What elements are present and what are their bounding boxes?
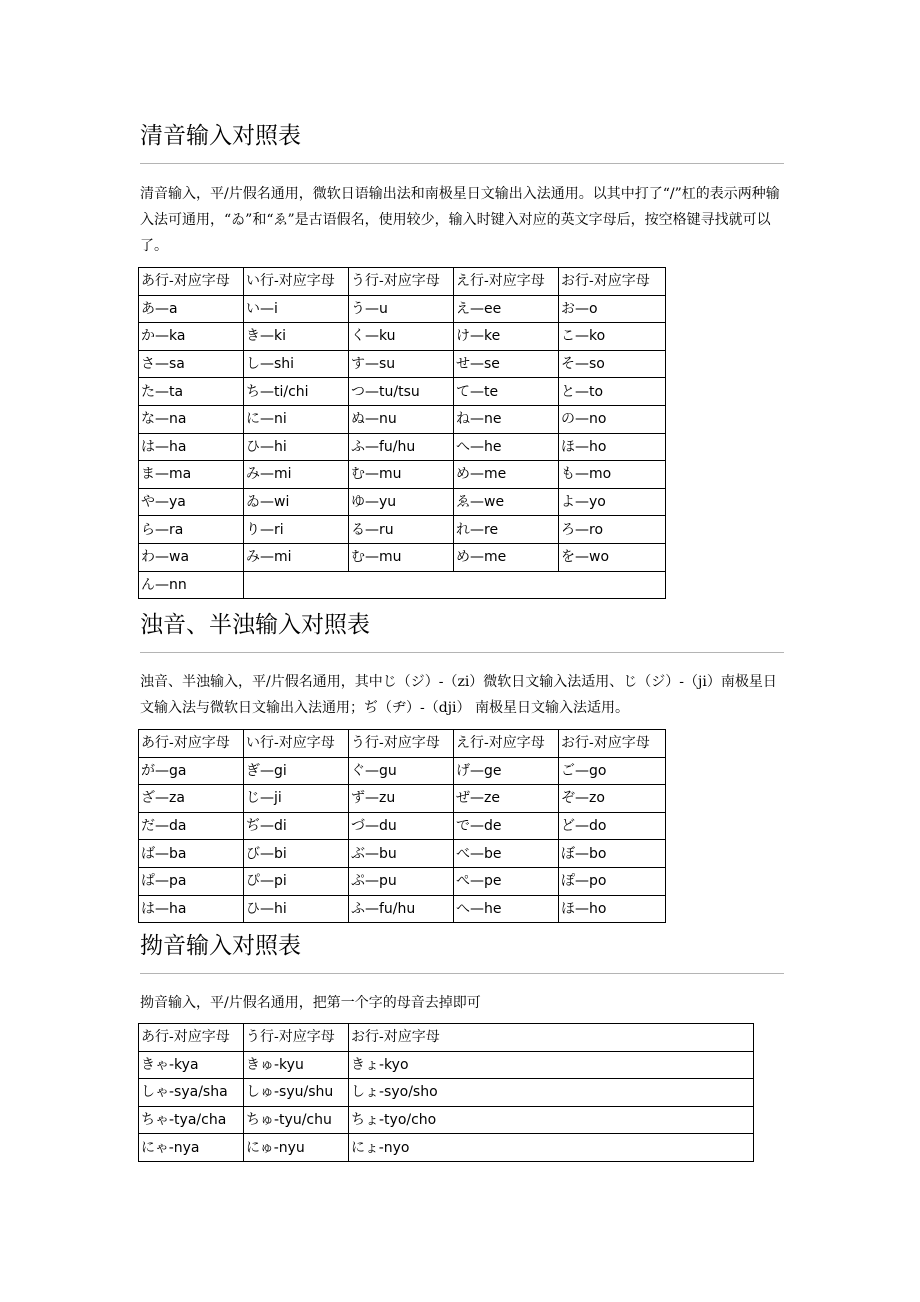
- table-cell: よ—yo: [559, 488, 666, 516]
- table-cell: れ—re: [454, 516, 559, 544]
- section-title-youon: 拗音输入对照表: [140, 933, 301, 959]
- table-header-cell: あ行-对应字母: [139, 268, 244, 296]
- table-cell: ろ—ro: [559, 516, 666, 544]
- table-header-cell: あ行-对应字母: [139, 730, 244, 758]
- table-cell: え—ee: [454, 295, 559, 323]
- table-row: [139, 350, 666, 378]
- table-cell: ぴ—pi: [244, 867, 349, 895]
- table-cell: ざ—za: [139, 785, 244, 813]
- table-cell: ちょ-tyo/cho: [349, 1106, 754, 1134]
- table-cell: ぬ—nu: [349, 405, 454, 433]
- table-cell: が—ga: [139, 757, 244, 785]
- table-cell: ば—ba: [139, 840, 244, 868]
- table-cell: ら—ra: [139, 516, 244, 544]
- table-cell: む—mu: [349, 461, 454, 489]
- table-cell: ち—ti/chi: [244, 378, 349, 406]
- table-cell: む—mu: [349, 543, 454, 571]
- table-cell: に—ni: [244, 405, 349, 433]
- table-cell: は—ha: [139, 895, 244, 923]
- table-row: [139, 895, 666, 923]
- table-row: [139, 488, 666, 516]
- table-header-cell: お行-对应字母: [559, 268, 666, 296]
- table-row: [139, 785, 666, 813]
- table-cell: で—de: [454, 812, 559, 840]
- table-cell: め—me: [454, 543, 559, 571]
- table-cell: こ—ko: [559, 323, 666, 351]
- table-cell: ゑ—we: [454, 488, 559, 516]
- table-cell: さ—sa: [139, 350, 244, 378]
- table-cell: ぎ—gi: [244, 757, 349, 785]
- table-cell-empty: [244, 571, 666, 599]
- table-cell: か—ka: [139, 323, 244, 351]
- table-header-row: [139, 268, 666, 296]
- table-cell: て—te: [454, 378, 559, 406]
- table-row: [139, 571, 666, 599]
- table-row: [139, 1134, 754, 1162]
- table-cell: ぺ—pe: [454, 867, 559, 895]
- table-cell: り—ri: [244, 516, 349, 544]
- table-cell: ぐ—gu: [349, 757, 454, 785]
- table-cell: る—ru: [349, 516, 454, 544]
- table-cell: きょ-kyo: [349, 1051, 754, 1079]
- table-cell: き—ki: [244, 323, 349, 351]
- table-header-cell: え行-对应字母: [454, 730, 559, 758]
- table-cell: ゆ—yu: [349, 488, 454, 516]
- table-cell: にょ-nyo: [349, 1134, 754, 1162]
- dakuon-table: [138, 729, 666, 923]
- table-row: [139, 1106, 754, 1134]
- table-cell: べ—be: [454, 840, 559, 868]
- table-row: [139, 812, 666, 840]
- table-row: [139, 867, 666, 895]
- table-cell: の—no: [559, 405, 666, 433]
- table-cell: あ—a: [139, 295, 244, 323]
- table-header-row: [139, 730, 666, 758]
- table-cell: ぢ—di: [244, 812, 349, 840]
- table-row: [139, 461, 666, 489]
- table-cell: う—u: [349, 295, 454, 323]
- table-header-cell: い行-对应字母: [244, 730, 349, 758]
- table-cell: げ—ge: [454, 757, 559, 785]
- table-cell: ひ—hi: [244, 433, 349, 461]
- table-cell: にゃ-nya: [139, 1134, 244, 1162]
- table-header-cell: い行-对应字母: [244, 268, 349, 296]
- table-cell: しょ-syo/sho: [349, 1079, 754, 1107]
- table-row: [139, 433, 666, 461]
- table-cell: きゃ-kya: [139, 1051, 244, 1079]
- section-description-seion: 清音输入，平/片假名通用，微软日语输出法和南极星日文输出入法通用。以其中打了“/”杠的表示两种输入法可通用，“ゐ”和“ゑ”是古语假名，使用较少，输入时键入对应的英文字母后，按空格键寻找就可以了。: [140, 186, 780, 254]
- section-divider: [140, 652, 784, 653]
- table-cell: を—wo: [559, 543, 666, 571]
- table-cell: しゅ-syu/shu: [244, 1079, 349, 1107]
- section-divider: [140, 163, 784, 164]
- table-cell: ふ—fu/hu: [349, 895, 454, 923]
- youon-table: [138, 1023, 754, 1162]
- table-row: [139, 757, 666, 785]
- table-cell: た—ta: [139, 378, 244, 406]
- table-cell: ぞ—zo: [559, 785, 666, 813]
- table-cell: く—ku: [349, 323, 454, 351]
- table-cell: み—mi: [244, 543, 349, 571]
- table-cell: しゃ-sya/sha: [139, 1079, 244, 1107]
- table-row: [139, 323, 666, 351]
- table-row: [139, 543, 666, 571]
- table-cell: ぷ—pu: [349, 867, 454, 895]
- table-header-cell: お行-对应字母: [349, 1024, 754, 1052]
- table-cell: す—su: [349, 350, 454, 378]
- table-header-cell: あ行-对应字母: [139, 1024, 244, 1052]
- section-description-youon: 拗音输入，平/片假名通用，把第一个字的母音去掉即可: [140, 995, 481, 1011]
- table-cell: や—ya: [139, 488, 244, 516]
- table-header-cell: う行-对应字母: [244, 1024, 349, 1052]
- table-cell: ご—go: [559, 757, 666, 785]
- table-cell: つ—tu/tsu: [349, 378, 454, 406]
- table-cell: も—mo: [559, 461, 666, 489]
- table-cell: し—shi: [244, 350, 349, 378]
- table-cell: ぱ—pa: [139, 867, 244, 895]
- table-row: [139, 516, 666, 544]
- table-cell: へ—he: [454, 895, 559, 923]
- table-cell: だ—da: [139, 812, 244, 840]
- table-cell: ゐ—wi: [244, 488, 349, 516]
- table-row: [139, 378, 666, 406]
- table-cell: ぽ—po: [559, 867, 666, 895]
- table-header-cell: う行-对应字母: [349, 268, 454, 296]
- table-cell: づ—du: [349, 812, 454, 840]
- table-cell: ふ—fu/hu: [349, 433, 454, 461]
- table-row: [139, 840, 666, 868]
- table-cell: み—mi: [244, 461, 349, 489]
- table-cell: ひ—hi: [244, 895, 349, 923]
- section-title-dakuon: 浊音、半浊输入对照表: [140, 612, 370, 638]
- table-cell: ちゃ-tya/cha: [139, 1106, 244, 1134]
- table-row: [139, 1079, 754, 1107]
- section-description-dakuon: 浊音、半浊输入，平/片假名通用，其中じ（ジ）-（zi）微软日文输入法适用、じ（ジ）-（ji）南极星日文输入法与微软日文输出入法通用；ぢ（ヂ）-（dji） 南极星日文输入法适用。: [140, 674, 777, 716]
- table-row: [139, 295, 666, 323]
- table-cell: へ—he: [454, 433, 559, 461]
- table-cell: せ—se: [454, 350, 559, 378]
- table-cell: び—bi: [244, 840, 349, 868]
- table-cell: と—to: [559, 378, 666, 406]
- table-cell: ず—zu: [349, 785, 454, 813]
- table-header-cell: お行-对应字母: [559, 730, 666, 758]
- table-cell: お—o: [559, 295, 666, 323]
- table-cell: ん—nn: [139, 571, 244, 599]
- seion-table: [138, 267, 666, 599]
- table-cell: わ—wa: [139, 543, 244, 571]
- table-cell: け—ke: [454, 323, 559, 351]
- table-cell: そ—so: [559, 350, 666, 378]
- section-divider: [140, 973, 784, 974]
- table-cell: ほ—ho: [559, 895, 666, 923]
- table-cell: ね—ne: [454, 405, 559, 433]
- table-cell: ど—do: [559, 812, 666, 840]
- table-row: [139, 405, 666, 433]
- table-cell: ぶ—bu: [349, 840, 454, 868]
- table-cell: じ—ji: [244, 785, 349, 813]
- table-cell: ぼ—bo: [559, 840, 666, 868]
- table-header-cell: え行-对应字母: [454, 268, 559, 296]
- table-row: [139, 1051, 754, 1079]
- table-cell: は—ha: [139, 433, 244, 461]
- table-cell: ま—ma: [139, 461, 244, 489]
- table-cell: い—i: [244, 295, 349, 323]
- table-cell: め—me: [454, 461, 559, 489]
- table-cell: ぜ—ze: [454, 785, 559, 813]
- table-cell: ちゅ-tyu/chu: [244, 1106, 349, 1134]
- table-cell: ほ—ho: [559, 433, 666, 461]
- section-title-seion: 清音输入对照表: [140, 123, 301, 149]
- table-cell: にゅ-nyu: [244, 1134, 349, 1162]
- table-header-row: [139, 1024, 754, 1052]
- table-cell: きゅ-kyu: [244, 1051, 349, 1079]
- table-cell: な—na: [139, 405, 244, 433]
- table-header-cell: う行-对应字母: [349, 730, 454, 758]
